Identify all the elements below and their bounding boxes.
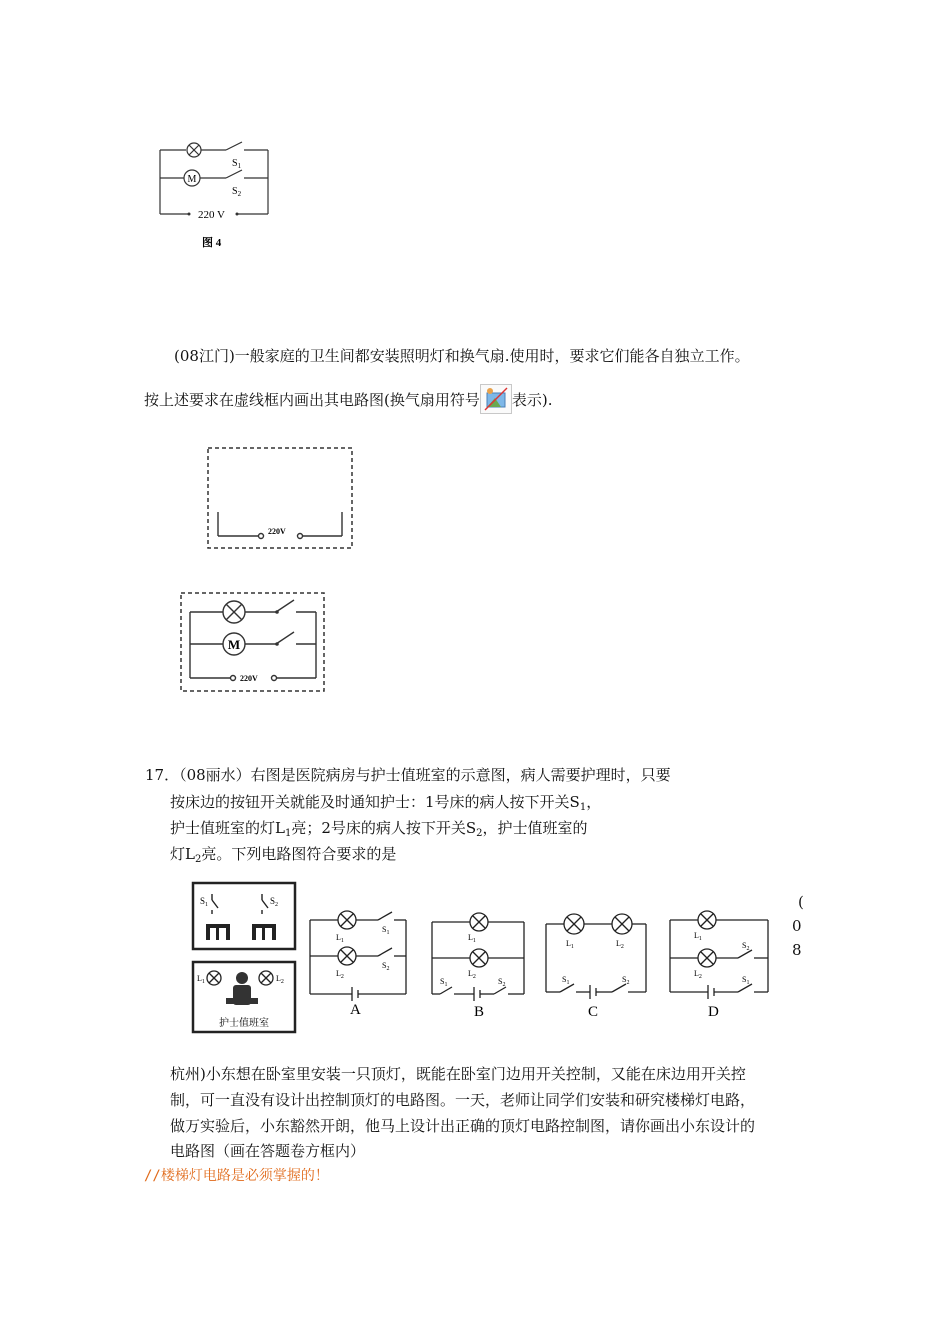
q17-line3: 护士值班室的灯$L_1$亮；2号床的病人按下开关$S_2$，护士值班室的 bbox=[170, 819, 588, 839]
ward-diagram bbox=[190, 880, 298, 1036]
svg-text:L1: $L_1$ bbox=[566, 939, 574, 950]
fig4-motor-label: M bbox=[187, 174, 197, 185]
stair-light-note: //楼梯灯电路是必须掌握的！ bbox=[144, 1168, 329, 1184]
svg-text:L1: $L_1$ bbox=[197, 974, 205, 985]
svg-text:S2: $S_2$ bbox=[742, 941, 750, 952]
option-b-circuit[interactable] bbox=[422, 904, 534, 1020]
fig4-voltage: 220 V bbox=[198, 209, 225, 221]
svg-text:L2: $L_2$ bbox=[336, 969, 344, 980]
svg-text:S2: $S_2$ bbox=[382, 961, 390, 972]
q17-side-2: 0 bbox=[792, 917, 802, 935]
q-hangzhou-line2: 制，可一直没有设计出控制顶灯的电路图。一天，老师让同学们安装和研究楼梯灯电路， bbox=[170, 1091, 756, 1109]
fan-symbol-icon bbox=[480, 384, 512, 414]
q-jiangmen-line1: (08江门)一般家庭的卫生间都安装照明灯和换气扇.使用时，要求它们能各自独立工作。 bbox=[174, 347, 750, 365]
svg-text:S2: $S_2$ bbox=[232, 186, 242, 198]
svg-text:S1: $S_1$ bbox=[232, 158, 242, 170]
option-c-circuit[interactable] bbox=[538, 900, 654, 1020]
svg-text:S1: $S_1$ bbox=[562, 975, 570, 986]
figure-4-circuit bbox=[140, 128, 280, 258]
q-hangzhou-line4: 电路图（画在答题卷方框内） bbox=[170, 1142, 366, 1160]
svg-text:S2: $S_2$ bbox=[498, 977, 506, 988]
svg-text:S1: $S_1$ bbox=[200, 896, 209, 908]
q-hangzhou-line3: 做万实验后，小东豁然开朗，他马上设计出正确的顶灯电路控制图，请你画出小东设计的 bbox=[170, 1117, 756, 1135]
svg-text:L1: $L_1$ bbox=[336, 933, 344, 944]
option-c-label: C bbox=[588, 1004, 599, 1020]
q17-line4: 灯$L_2$亮。下列电路图符合要求的是 bbox=[170, 845, 397, 865]
svg-text:S2: $S_2$ bbox=[622, 975, 630, 986]
svg-text:220V: 220V bbox=[240, 674, 258, 683]
option-d-label: D bbox=[708, 1004, 719, 1020]
q-hangzhou-line1: 杭州)小东想在卧室里安装一只顶灯，既能在卧室门边用开关控制，又能在床边用开关控 bbox=[170, 1065, 746, 1083]
svg-text:S1: $S_1$ bbox=[742, 975, 750, 986]
q17-side-1: ( bbox=[798, 893, 804, 911]
nurse-icon bbox=[226, 972, 258, 1005]
fig4-caption: 图 4 bbox=[202, 237, 222, 249]
svg-text:L1: $L_1$ bbox=[468, 933, 476, 944]
svg-text:M: M bbox=[227, 637, 241, 652]
svg-text:L2: $L_2$ bbox=[276, 974, 284, 985]
svg-text:L2: $L_2$ bbox=[694, 969, 702, 980]
svg-text:L2: $L_2$ bbox=[616, 939, 624, 950]
svg-text:220V: 220V bbox=[268, 527, 286, 536]
option-d-circuit[interactable] bbox=[660, 900, 778, 1020]
option-b-label: B bbox=[474, 1004, 485, 1020]
svg-text:S1: $S_1$ bbox=[440, 977, 448, 988]
svg-text:L1: $L_1$ bbox=[694, 931, 702, 942]
q-jiangmen-line2: 按上述要求在虚线框内画出其电路图(换气扇用符号 表示). bbox=[144, 384, 552, 414]
answer-box-empty[interactable] bbox=[200, 440, 362, 560]
option-a-label: A bbox=[350, 1002, 361, 1018]
option-a-circuit[interactable] bbox=[300, 900, 415, 1020]
nurse-room-label: 护士值班室 bbox=[219, 1018, 269, 1029]
svg-text:S2: $S_2$ bbox=[270, 896, 279, 908]
svg-text:S1: $S_1$ bbox=[382, 925, 390, 936]
q17-line2: 按床边的按钮开关就能及时通知护士：1号床的病人按下开关$S_1$， bbox=[170, 793, 602, 813]
q17-side-3: 8 bbox=[792, 941, 802, 959]
answer-box-solution bbox=[176, 590, 328, 696]
svg-text:L2: $L_2$ bbox=[468, 969, 476, 980]
q17-line1: 17．（08丽水）右图是医院病房与护士值班室的示意图，病人需要护理时，只要 bbox=[145, 766, 671, 784]
